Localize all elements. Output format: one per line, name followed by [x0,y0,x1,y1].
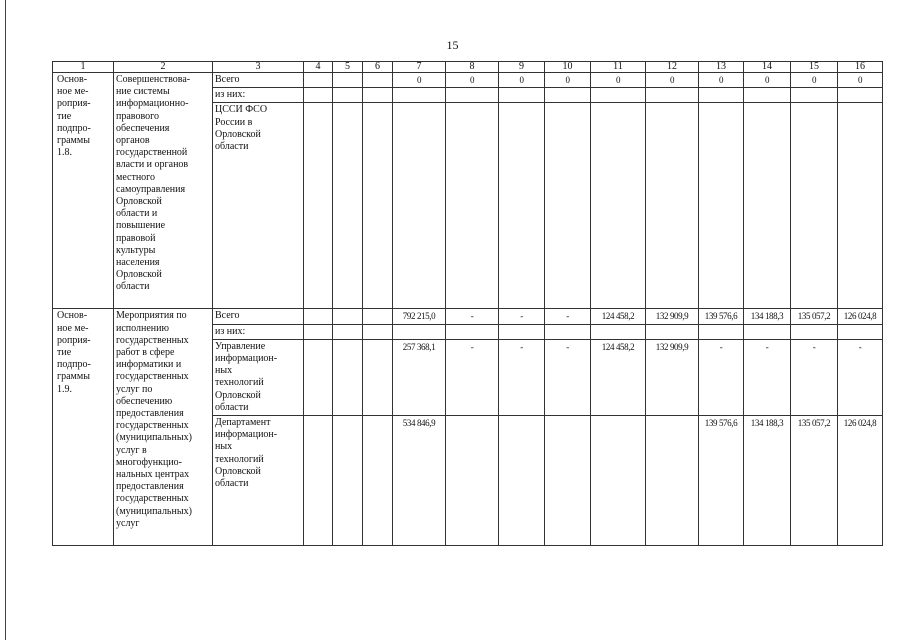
value-cell [304,416,333,546]
column-header: 9 [499,62,545,73]
value-cell [304,309,333,324]
value-cell [499,88,545,103]
value-cell: 134 188,3 [744,416,791,546]
activity-name-cell: Мероприятия по исполнению государственных работ в сфере информатики и государственных услуг по обеспечению предоставления государственных (муниципальных) услуг в многофункцио- нальных центрах предоставления государственных (муниципальных) услуг [114,309,213,546]
value-cell: - [744,339,791,415]
value-cell: 135 057,2 [791,309,838,324]
program-cell: Основ- ное ме- роприя- тие подпро- граммы 1.9. [53,309,114,546]
value-cell [646,416,699,546]
value-cell [446,324,499,339]
value-cell [545,416,591,546]
value-cell: - [545,309,591,324]
column-header: 5 [333,62,363,73]
value-cell [393,324,446,339]
value-cell [446,103,499,309]
value-cell [333,73,363,88]
source-label-cell: Всего [213,73,304,88]
value-cell [333,88,363,103]
activity-name-cell: Совершенствова- ние системы информационно- правового обеспечения органов государственной власти и органов местного самоуправления Орловской области и повышение правовой культуры населения Орловской области [114,73,213,309]
value-cell [304,339,333,415]
program-cell: Основ- ное ме- роприя- тие подпро- граммы 1.8. [53,73,114,309]
value-cell: 124 458,2 [591,309,646,324]
value-cell [499,103,545,309]
value-cell [363,73,393,88]
value-cell [363,339,393,415]
value-cell: 257 368,1 [393,339,446,415]
value-cell [591,416,646,546]
column-header: 3 [213,62,304,73]
value-cell: 0 [499,73,545,88]
value-cell [393,103,446,309]
value-cell [499,324,545,339]
header-row [53,62,883,73]
value-cell: 126 024,8 [838,309,883,324]
value-cell: 124 458,2 [591,339,646,415]
value-cell [333,339,363,415]
value-cell [646,103,699,309]
value-cell [838,103,883,309]
value-cell [304,88,333,103]
column-header: 6 [363,62,393,73]
value-cell: 0 [545,73,591,88]
value-cell [333,309,363,324]
value-cell [791,103,838,309]
value-cell [545,324,591,339]
value-cell: 0 [393,73,446,88]
value-cell: 0 [446,73,499,88]
value-cell [304,103,333,309]
value-cell [363,416,393,546]
value-cell: 0 [699,73,744,88]
value-cell: 139 576,6 [699,416,744,546]
value-cell [545,103,591,309]
column-header: 4 [304,62,333,73]
value-cell: 0 [646,73,699,88]
value-cell: 792 215,0 [393,309,446,324]
value-cell [699,88,744,103]
value-cell [499,416,545,546]
value-cell: 135 057,2 [791,416,838,546]
column-header: 2 [114,62,213,73]
value-cell [446,416,499,546]
value-cell: 534 846,9 [393,416,446,546]
source-label-cell: из них: [213,88,304,103]
column-header: 13 [699,62,744,73]
column-header: 12 [646,62,699,73]
value-cell [699,103,744,309]
column-header: 10 [545,62,591,73]
value-cell: - [499,309,545,324]
column-header: 7 [393,62,446,73]
column-header: 11 [591,62,646,73]
value-cell: - [791,339,838,415]
value-cell [791,324,838,339]
column-header: 8 [446,62,499,73]
value-cell: 0 [791,73,838,88]
source-label-cell: Всего [213,309,304,324]
value-cell: 132 909,9 [646,339,699,415]
value-cell [791,88,838,103]
value-cell: 134 188,3 [744,309,791,324]
table-row [53,73,883,88]
value-cell [744,103,791,309]
column-header: 15 [791,62,838,73]
value-cell [333,324,363,339]
value-cell: 132 909,9 [646,309,699,324]
value-cell: - [446,339,499,415]
value-cell: 139 576,6 [699,309,744,324]
value-cell [446,88,499,103]
value-cell [304,73,333,88]
value-cell [699,324,744,339]
value-cell [363,309,393,324]
value-cell: - [699,339,744,415]
source-label-cell: из них: [213,324,304,339]
table-row [53,309,883,324]
budget-table [52,61,883,546]
source-label-cell: ЦССИ ФСО России в Орловской области [213,103,304,309]
value-cell [838,88,883,103]
value-cell [363,103,393,309]
value-cell: 126 024,8 [838,416,883,546]
value-cell [646,88,699,103]
value-cell: 0 [838,73,883,88]
value-cell [333,103,363,309]
value-cell [591,324,646,339]
source-label-cell: Управление информацион- ных технологий Орловской области [213,339,304,415]
value-cell [545,88,591,103]
value-cell [304,324,333,339]
value-cell: - [446,309,499,324]
source-label-cell: Департамент информацион- ных технологий Орловской области [213,416,304,546]
value-cell [744,88,791,103]
value-cell [591,88,646,103]
page-margin-line [5,0,6,640]
value-cell: - [545,339,591,415]
value-cell [744,324,791,339]
column-header: 16 [838,62,883,73]
value-cell [591,103,646,309]
value-cell: 0 [744,73,791,88]
value-cell: - [838,339,883,415]
value-cell [363,88,393,103]
value-cell [646,324,699,339]
value-cell: 0 [591,73,646,88]
value-cell [393,88,446,103]
page-number: 15 [446,38,459,52]
value-cell [333,416,363,546]
value-cell: - [499,339,545,415]
column-header: 14 [744,62,791,73]
value-cell [838,324,883,339]
value-cell [363,324,393,339]
column-header: 1 [53,62,114,73]
